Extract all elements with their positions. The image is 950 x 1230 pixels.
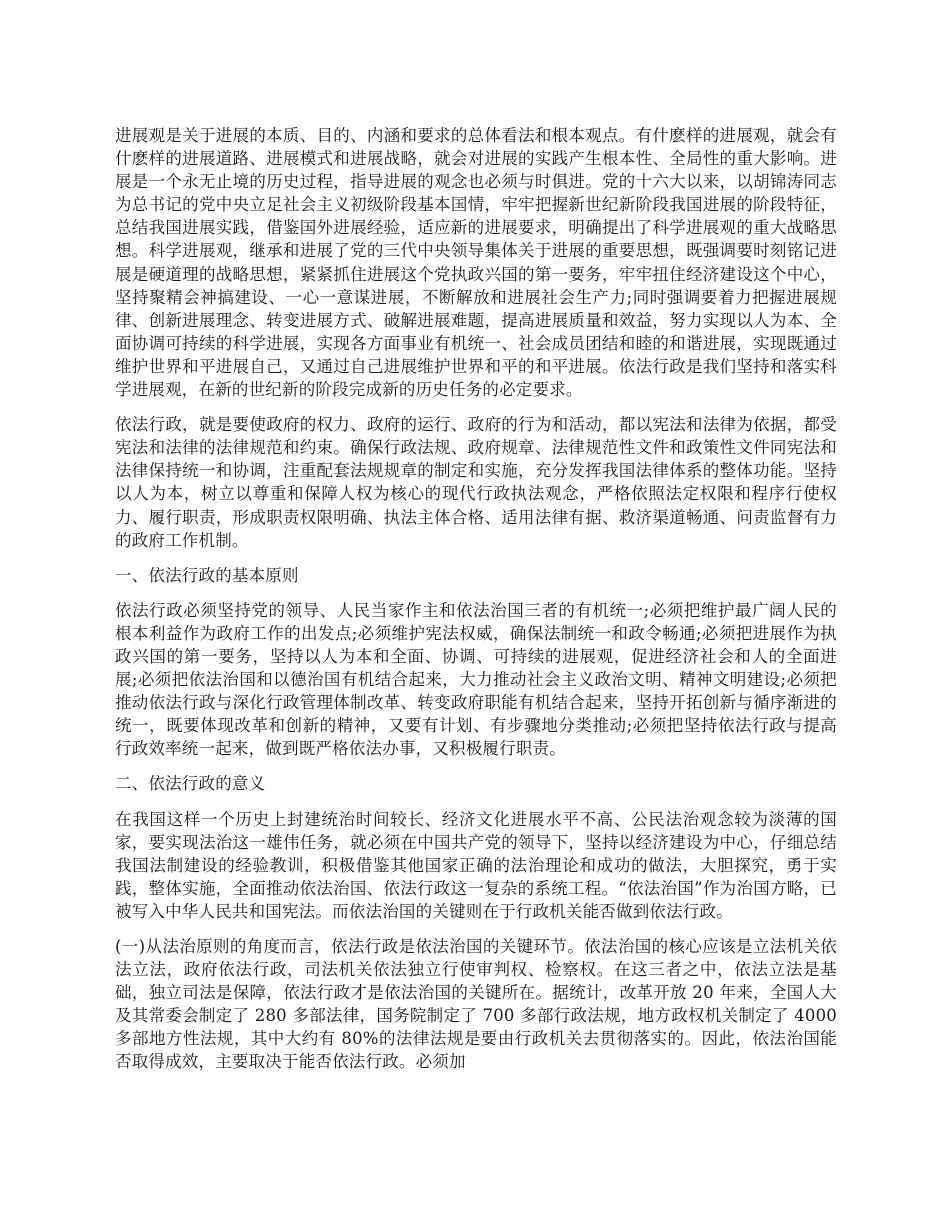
section-heading-basic-principles: 一、依法行政的基本原则: [115, 565, 299, 585]
document-body: [115, 124, 837, 1086]
section-heading-significance: 二、依法行政的意义: [115, 774, 266, 794]
paragraph-development-concept: 进展观是关于进展的本质、目的、内涵和要求的总体看法和根本观点。有什麽样的进展观，就会有什麽样的进展道路、进展模式和进展战略，就会对进展的实践产生根本性、全局性的重大影响。进展是一个永无止境的历史过程，指导进展的观念也必须与时俱进。党的十六大以来，以胡锦涛同志为总书记的党中央立足社会主义初级阶段基本国情，牢牢把握新世纪新阶段我国进展的阶段特征，总结我国进展实践，借鉴国外进展经验，适应新的进展要求，明确提出了科学进展观的重大战略思想。科学进展观，继承和进展了党的三代中央领导集体关于进展的重要思想，既强调要时刻铭记进展是硬道理的战略思想，紧紧抓住进展这个党执政兴国的第一要务，牢牢扭住经济建设这个中心，坚持聚精会神搞建设、一心一意谋进展，不断解放和进展社会生产力;同时强调要着力把握进展规律、创新进展理念、转变进展方式、破解进展难题，提高进展质量和效益，努力实现以人为本、全面协调可持续的科学进展，实现各方面事业有机统一、社会成员团结和睦的和谐进展，实现既通过维护世界和平进展自己，又通过自己进展维护世界和平的和平进展。依法行政是我们坚持和落实科学进展观，在新的世纪新的阶段完成新的历史任务的必定要求。: [115, 126, 837, 400]
paragraph-significance: 在我国这样一个历史上封建统治时间较长、经济文化进展水平不高、公民法治观念较为淡薄的国家，要实现法治这一雄伟任务，就必须在中国共产党的领导下，坚持以经济建设为中心，仔细总结我国法制建设的经验教训，积极借鉴其他国家正确的法治理论和成功的做法，大胆探究，勇于实践，整体实施，全面推动依法治国、依法行政这一复杂的系统工程。“依法治国”作为治国方略，已被写入中华人民共和国宪法。而依法治国的关键则在于行政机关能否做到依法行政。: [115, 809, 837, 921]
paragraph-basic-principles: 依法行政必须坚持党的领导、人民当家作主和依法治国三者的有机统一;必须把维护最广阔人民的根本利益作为政府工作的出发点;必须维护宪法权威，确保法制统一和政令畅通;必须把进展作为执政兴国的第一要务，坚持以人为本和全面、协调、可持续的进展观，促进经济社会和人的全面进展;必须把依法治国和以德治国有机结合起来，大力推动社会主义政治文明、精神文明建设;必须把推动依法行政与深化行政管理体制改革、转变政府职能有机结合起来，坚持开拓创新与循序渐进的统一，既要体现改革和创新的精神，又要有计划、有步骤地分类推动;必须把坚持依法行政与提高行政效率统一起来，做到既严格依法办事，又积极履行职责。: [115, 600, 837, 759]
paragraph-administration-by-law: 依法行政，就是要使政府的权力、政府的运行、政府的行为和活动，都以宪法和法律为依据，都受宪法和法律的法律规范和约束。确保行政法规、政府规章、法律规范性文件和政策性文件同宪法和法律保持统一和协调，注重配套法规规章的制定和实施，充分发挥我国法律体系的整体功能。坚持以人为本，树立以尊重和保障人权为核心的现代行政执法观念，严格依照法定权限和程序行使权力、履行职责，形成职责权限明确、执法主体合格、适用法律有据、救济渠道畅通、问责监督有力的政府工作机制。: [115, 415, 837, 550]
paragraph-rule-of-law-principle: (一)从法治原则的角度而言，依法行政是依法治国的关键环节。依法治国的核心应该是立法机关依法立法，政府依法行政，司法机关依法独立行使审判权、检察权。在这三者之中，依法立法是基础，独立司法是保障，依法行政才是依法治国的关键所在。据统计，改革开放 20 年来，全国人大及其常委会制定了 280 多部法律，国务院制定了 700 多部行政法规，地方政权机关制定了 4000 多部地方性法规，其中大约有 80%的法律法规是要由行政机关去贯彻落实的。因此，依法治国能否取得成效，主要取决于能否依法行政。必须加: [115, 937, 837, 1072]
